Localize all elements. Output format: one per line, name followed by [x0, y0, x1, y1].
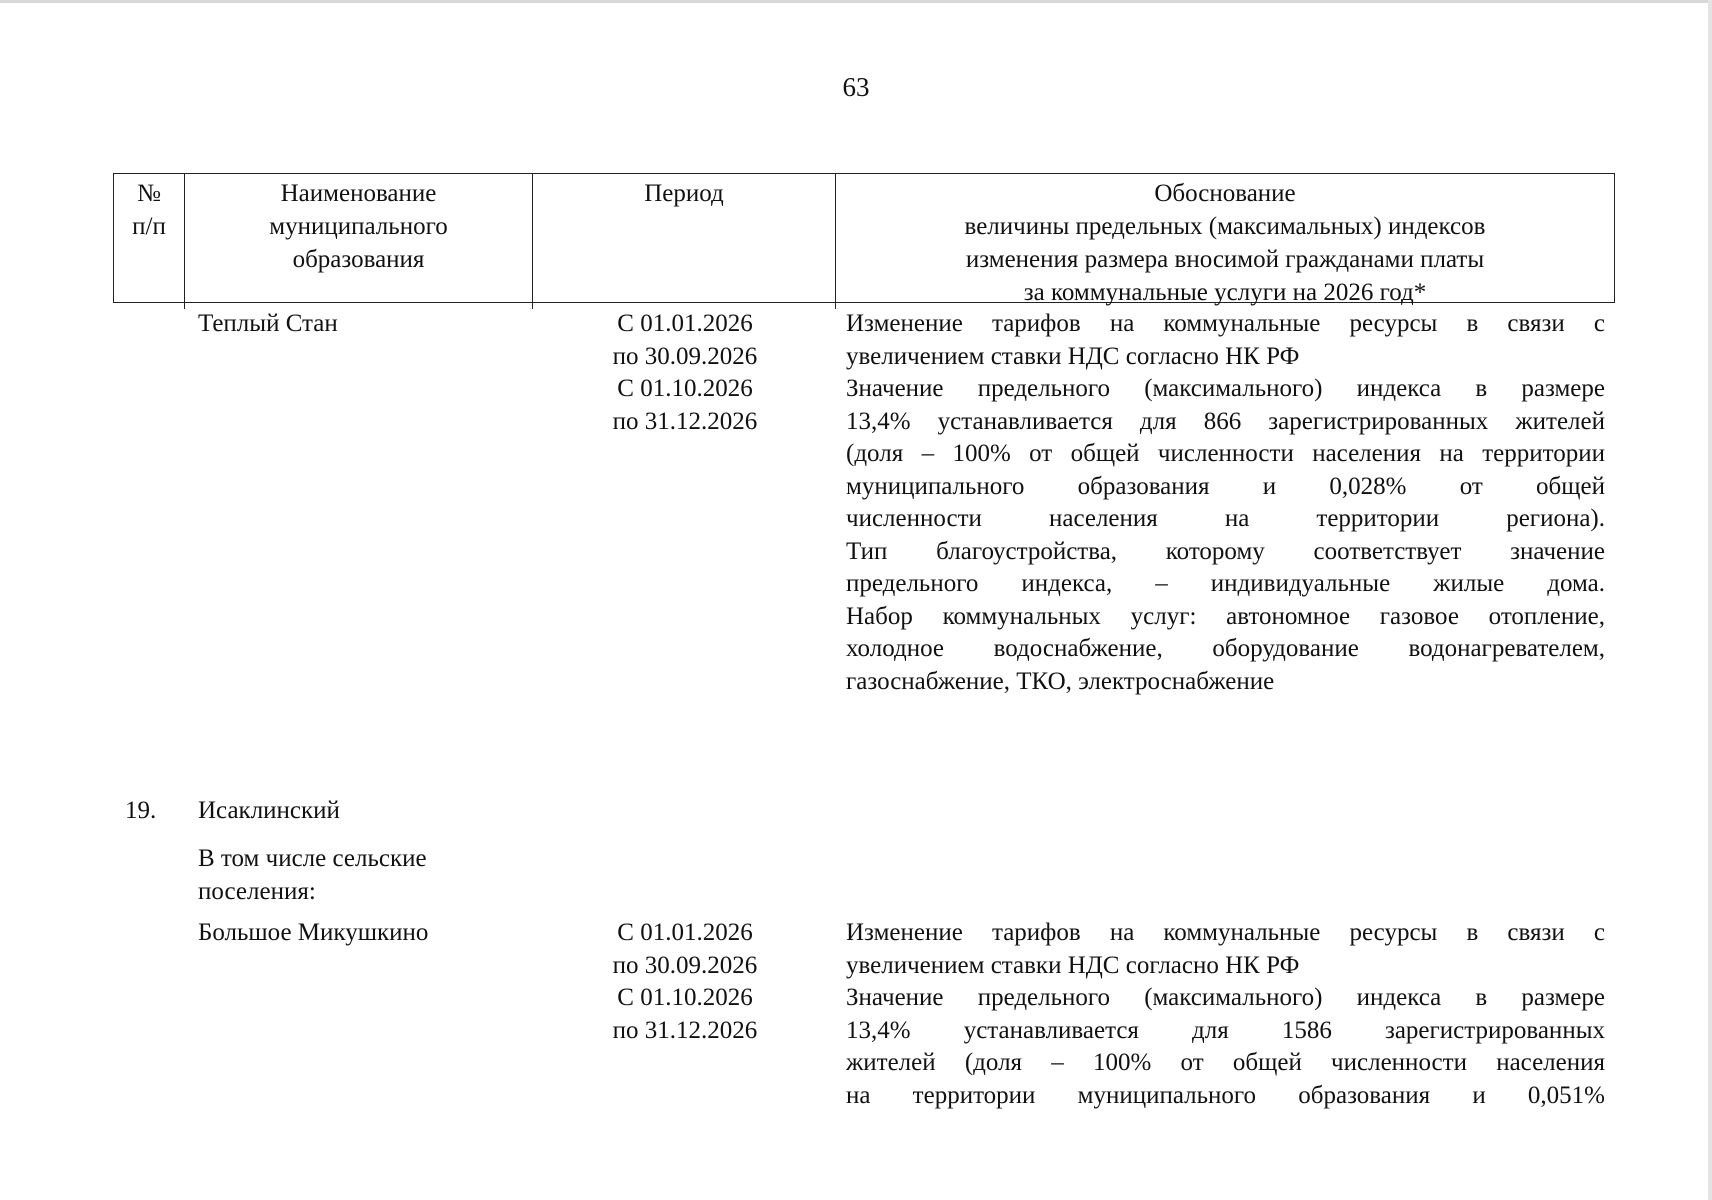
- header-col-period: [533, 174, 836, 309]
- header-col-name-line: Наименование: [280, 180, 437, 207]
- row-municipality-name: Большое Микушкино: [198, 919, 429, 946]
- header-col-justification: [836, 174, 1614, 309]
- justification-line: Значение предельного (максимального) индекса в размере: [846, 984, 1605, 1011]
- justification-line: увеличением ставки НДС согласно НК РФ: [846, 342, 1300, 370]
- row-municipality-name: Исаклинский: [198, 797, 340, 824]
- header-col-justification-line: Обоснование: [1154, 180, 1296, 207]
- header-col-number-line: №: [137, 180, 161, 207]
- page-number: 63: [842, 72, 870, 102]
- row-justification: [846, 308, 1605, 698]
- period-line: по 31.12.2026: [612, 407, 758, 435]
- row-justification: [846, 917, 1605, 1112]
- justification-line: увеличением ставки НДС согласно НК РФ: [846, 951, 1300, 979]
- header-col-justification-line: изменения размера вносимой гражданами платы: [965, 246, 1485, 273]
- period-line: С 01.01.2026: [617, 919, 753, 946]
- row-municipality-name: Теплый Стан: [198, 310, 338, 337]
- period-line: С 01.10.2026: [617, 375, 753, 402]
- justification-line: газоснабжение, ТКО, электроснабжение: [846, 667, 1275, 695]
- subheading-line: В том числе сельские: [198, 845, 427, 872]
- justification-line: Набор коммунальных услуг: автономное газовое отопление,: [846, 602, 1605, 630]
- justification-line: численности населения на территории региона).: [846, 505, 1605, 532]
- justification-line: Изменение тарифов на коммунальные ресурсы в связи с: [846, 310, 1605, 337]
- justification-line: 13,4% устанавливается для 1586 зарегистрированных: [846, 1016, 1605, 1044]
- justification-line: Значение предельного (максимального) индекса в размере: [846, 375, 1605, 402]
- row-subheading: [198, 843, 498, 908]
- header-col-period-line: Период: [644, 180, 724, 207]
- header-col-name-line: образования: [292, 246, 425, 273]
- row-number: 19.: [125, 797, 157, 824]
- justification-line: холодное водоснабжение, оборудование водонагревателем,: [846, 635, 1605, 662]
- header-col-justification-line: величины предельных (максимальных) индексов: [964, 213, 1486, 240]
- header-col-number-line: п/п: [132, 213, 166, 240]
- scan-edge-right: [1708, 0, 1712, 1200]
- justification-line: 13,4% устанавливается для 866 зарегистрированных жителей: [846, 407, 1605, 435]
- justification-line: (доля – 100% от общей численности населения на территории: [846, 440, 1605, 467]
- period-line: С 01.01.2026: [617, 310, 753, 337]
- table-header: [113, 173, 1615, 306]
- justification-line: жителей (доля – 100% от общей численности населения: [846, 1049, 1605, 1076]
- row-period: [595, 308, 775, 438]
- justification-line: на территории муниципального образования и 0,051%: [846, 1081, 1605, 1109]
- period-line: по 30.09.2026: [612, 951, 758, 979]
- justification-line: муниципального образования и 0,028% от общей: [846, 472, 1605, 500]
- justification-line: предельного индекса, – индивидуальные жилые дома.: [846, 570, 1605, 597]
- period-line: по 30.09.2026: [612, 342, 758, 370]
- justification-line: Изменение тарифов на коммунальные ресурсы в связи с: [846, 919, 1605, 946]
- period-line: по 31.12.2026: [612, 1016, 758, 1044]
- header-col-name-line: муниципального: [269, 213, 448, 240]
- row-period: [595, 917, 775, 1047]
- scan-edge-top: [0, 0, 1712, 3]
- header-col-justification-line: за коммунальные услуги на 2026 год*: [1023, 279, 1427, 306]
- subheading-line: поселения:: [198, 877, 316, 905]
- justification-line: Тип благоустройства, которому соответствует значение: [846, 537, 1605, 565]
- header-col-name: [185, 174, 533, 309]
- header-col-number: [114, 174, 185, 309]
- period-line: С 01.10.2026: [617, 984, 753, 1011]
